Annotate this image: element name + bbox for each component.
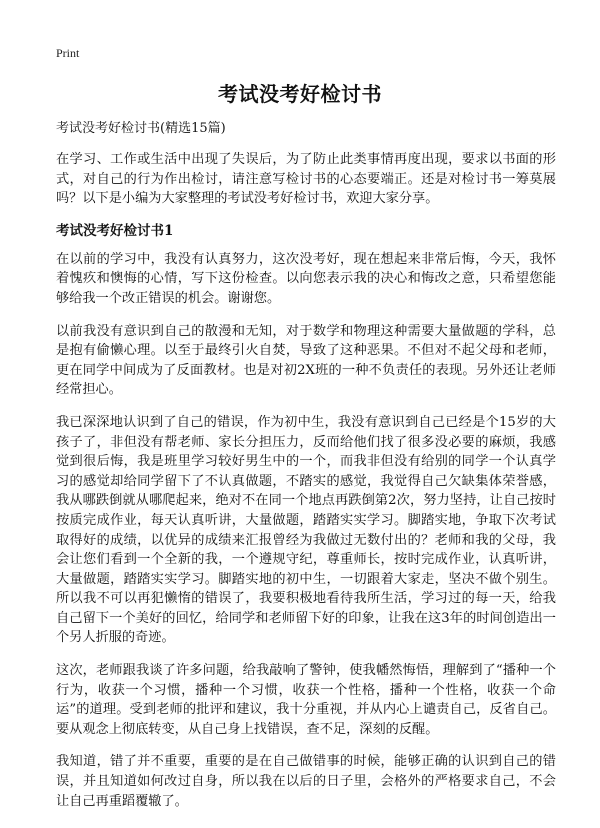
body-paragraph-2: 以前我没有意识到自己的散漫和无知，对于数学和物理这种需要大量做题的学科，总是抱有偷懒心理。以至于最终引火自焚，导致了这种恶果。不但对不起父母和老师，更在同学中间成为了反面教材。也是对初2X班的一种不负责任的表现。另外还让老师经常担心。: [56, 323, 556, 398]
body-paragraph-1: 在以前的学习中，我没有认真努力，这次没考好，现在想起来非常后悔，今天，我怀着愧疚和懊悔的心情，写下这份检查。以向您表示我的决心和悔改之意，只希望您能够给我一个改正错误的机会。谢谢您。: [56, 251, 556, 306]
body-paragraph-5: 我知道，错了并不重要，重要的是在自己做错事的时候，能够正确的认识到自己的错误，并且知道如何改过自身，所以我在以后的日子里，会格外的严格要求自己，不会让自己再重蹈覆辙了。: [56, 754, 556, 809]
section-heading: 考试没考好检讨书1: [56, 222, 174, 239]
document-subtitle: 考试没考好检讨书(精选15篇): [56, 121, 226, 136]
body-paragraph-4: 这次，老师跟我谈了许多问题，给我敲响了警钟，使我幡然悔悟，理解到了“播种一个行为，收获一个习惯，播种一个习惯，收获一个性格，播种一个性格，收获一个命运”的道理。受到老师的批评和建议，我十分重视，并从内心上谴责自己，反省自己。要从观念上彻底转变，从自己身上找错误，查不足，深刻的反醒。: [56, 663, 556, 737]
intro-paragraph: 在学习、工作或生活中出现了失误后，为了防止此类事情再度出现，要求以书面的形式，对自己的行为作出检讨，请注意写检讨书的心态要端正。还是对检讨书一筹莫展吗？以下是小编为大家整理的考试没考好检讨书，欢迎大家分享。: [56, 152, 556, 207]
body-paragraph-3: 我已深深地认识到了自己的错误，作为初中生，我没有意识到自己已经是个15岁的大孩子了，非但没有帮老师、家长分担压力，反而给他们找了很多没必要的麻烦，我感觉到很后悔，我是班里学习较好男生中的一个，而我非但没有给别的同学一个认真学习的感觉却给同学留下了不认真做题，不踏实的感觉，我觉得自己欠缺集体荣誉感，我从哪跌倒就从哪爬起来，绝对不在同一个地点再跌倒第2次，努力坚持，让自己按时按质完成作业，每天认真听讲，大量做题，踏踏实实学习。脚踏实地，争取下次考试取得好的成绩，以优异的成绩来汇报曾经为我做过无数付出的？老师和我的父母，我会让您们看到一个全新的我，一个遵规守纪，尊重师长，按时完成作业，认真听讲，大量做题，踏踏实实学习。脚踏实地的初中生，一切跟着大家走，坚决不做个别生。所以我不可以再犯懒惰的错误了，我要积极地看待我所生活，学习过的每一天，给我自己留下一个美好的回忆，给同学和老师留下好的印象，让我在这3年的时间创造出一个另人折服的奇迹。: [56, 414, 556, 646]
document-body: [56, 120, 556, 824]
page-title: 考试没考好检讨书: [218, 82, 382, 106]
print-label: Print: [56, 46, 80, 60]
